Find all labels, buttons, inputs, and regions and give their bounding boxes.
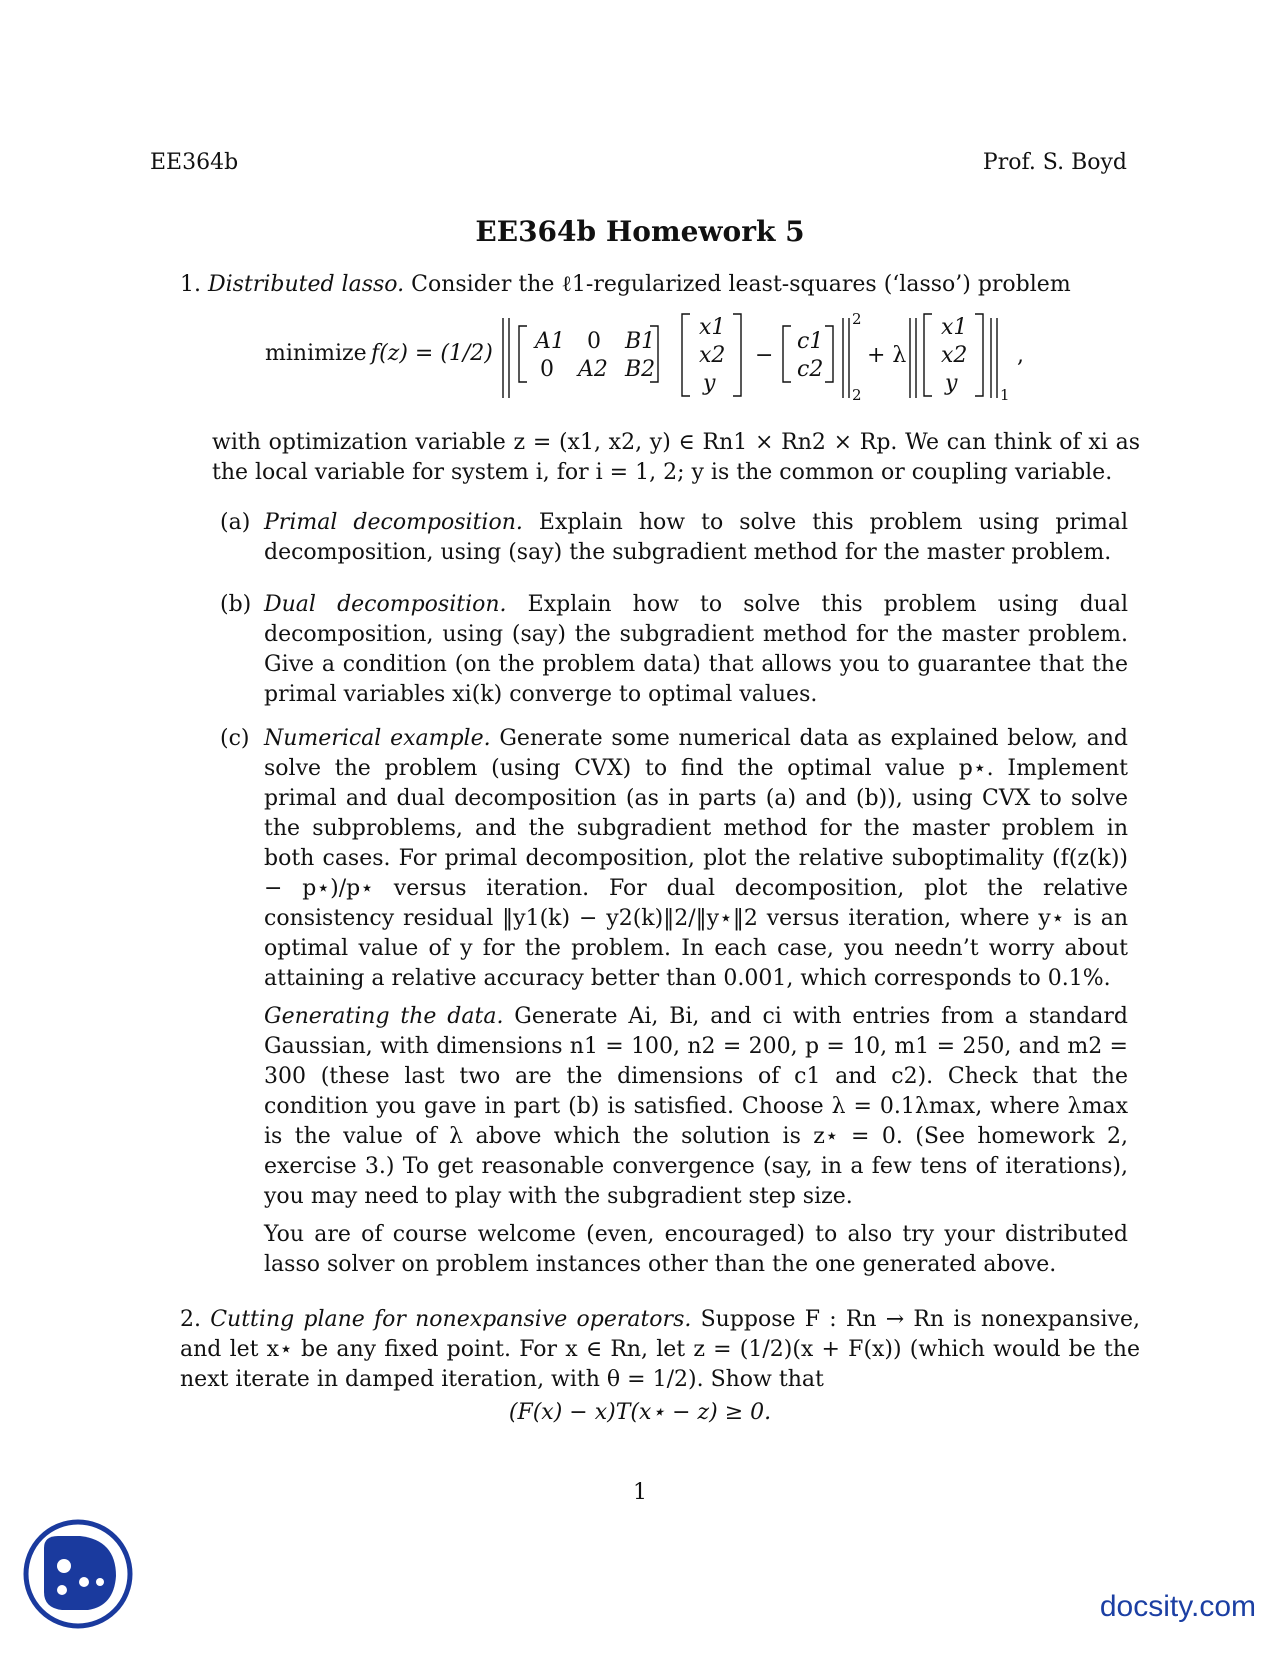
problem-2-text: Suppose F : Rn → Rn is nonexpansive, and let x⋆ be any fixed point. For x ∈ Rn, let z = (1/2)(x + F(x)) (which would be the next iterate in damped iteration, with θ = 1/2). Show that [180, 1307, 1141, 1392]
problem-2-name: Cutting plane for nonexpansive operators. [210, 1307, 692, 1332]
docsity-logo-icon[interactable] [22, 1518, 134, 1630]
part-c-label: (c) [220, 726, 250, 751]
data-generation-name: Generating the data. [264, 1004, 504, 1029]
vector-y: y [703, 371, 716, 396]
part-a-label: (a) [220, 510, 251, 535]
author-header: Prof. S. Boyd [982, 150, 1127, 175]
variable-description: with optimization variable z = (x1, x2, y) ∈ Rn1 × Rn2 × Rp. We can think of xi as the local variable for system i, for i = 1, 2; y is the common or coupling variable. [212, 430, 1140, 485]
part-c-closing: You are of course welcome (even, encouraged) to also try your distributed lasso solver on problem instances other than the one generated above. [264, 1222, 1128, 1277]
part-b-text: Explain how to solve this problem using dual decomposition, using (say) the subgradient method for the master problem. Give a condition (on the problem data) that allows you to guarantee that the primal variables xi(k) converge to optimal values. [264, 592, 1129, 707]
norm-2-superscript: 2 [852, 310, 862, 328]
part-a-text: Explain how to solve this problem using primal decomposition, using (say) the subgradient method for the master problem. [264, 510, 1128, 565]
problem-1-intro: Consider the ℓ1-regularized least-squares (‘lasso’) problem [411, 272, 1071, 297]
part-b-name: Dual decomposition. [264, 592, 507, 617]
vector-x2: x2 [699, 343, 726, 368]
course-header: EE364b [150, 150, 239, 175]
matrix-a2: A2 [578, 357, 608, 382]
problem-1-number: 1. [180, 272, 201, 297]
norm-1-subscript: 1 [1000, 386, 1010, 404]
problem-2 [180, 1305, 1140, 1395]
part-b-label: (b) [220, 592, 252, 617]
page-number: 1 [633, 1480, 647, 1505]
minimize-word: minimize [265, 341, 367, 366]
vector-c2: c2 [797, 357, 824, 382]
brand-link[interactable]: docsity.com [1099, 1590, 1256, 1623]
matrix-zero-2: 0 [540, 357, 554, 382]
norm1-y: y [945, 371, 958, 396]
plus-lambda: + λ [867, 343, 907, 368]
part-a-name: Primal decomposition. [264, 510, 523, 535]
matrix-b2: B2 [625, 357, 656, 382]
part-b [220, 590, 1140, 710]
problem-2-number: 2. [180, 1307, 201, 1332]
equation-comma: , [1017, 343, 1024, 368]
minus-sign: − [755, 343, 774, 368]
page-title: EE364b Homework 5 [475, 215, 805, 248]
norm-2-subscript: 2 [852, 386, 862, 404]
objective-lhs: f(z) = (1/2) [371, 341, 493, 366]
problem-1-heading [180, 270, 1140, 300]
problem-1-name: Distributed lasso. [208, 272, 405, 297]
vector-x1: x1 [699, 315, 726, 340]
norm1-x1: x1 [941, 315, 968, 340]
part-c [220, 724, 1140, 1277]
part-a [220, 508, 1140, 570]
norm1-x2: x2 [941, 343, 968, 368]
part-c-name: Numerical example. [264, 726, 491, 751]
data-generation-text: Generate Ai, Bi, and ci with entries from a standard Gaussian, with dimensions n1 = 100, n2 = 200, p = 10, m1 = 250, and m2 = 300 (these last two are the dimensions of c1 and c2). Check that the condition you gave in part (b) is satisfied. Choose λ = 0.1λmax, where λmax is the value of λ above which the solution is z⋆ = 0. (See homework 2, exercise 3.) To get reasonable convergence (say, in a few tens of iterations), you may need to play with the subgradient step size. [264, 1004, 1128, 1209]
matrix-zero-1: 0 [587, 329, 601, 354]
lasso-objective-equation [265, 310, 1085, 420]
matrix-b1: B1 [625, 329, 656, 354]
vector-c1: c1 [797, 329, 824, 354]
part-c-text: Generate some numerical data as explained below, and solve the problem (using CVX) to find the optimal value p⋆. Implement primal and dual decomposition (as in parts (a) and (b)), using CVX to solve the subproblems, and the subgradient method for the master problem in both cases. For primal decomposition, plot the relative suboptimality (f(z(k)) − p⋆)/p⋆ versus iteration. For dual decomposition, plot the relative consistency residual ‖y1(k) − y2(k)‖2/‖y⋆‖2 versus iteration, where y⋆ is an optimal value of y for the problem. In each case, you needn’t worry about attaining a relative accuracy better than 0.001, which corresponds to 0.1%. [264, 726, 1128, 991]
matrix-a1: A1 [535, 329, 565, 354]
problem-2-equation: (F(x) − x)T(x⋆ − z) ≥ 0. [508, 1400, 772, 1425]
